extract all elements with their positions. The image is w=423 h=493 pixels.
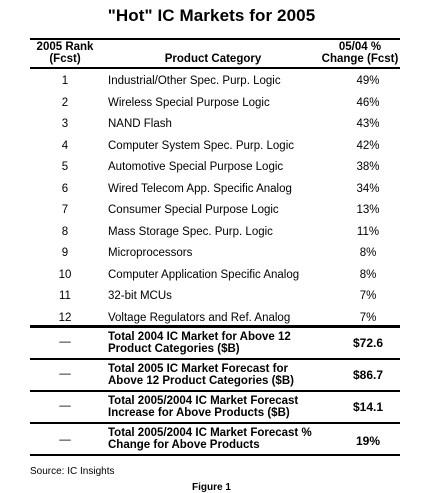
rank-header-line1: 2005 Rank [36,41,94,53]
totals-value: $86.7 [352,368,384,382]
totals-dash: — [59,434,71,446]
figure-caption: Figure 1 [192,482,231,493]
totals-row [30,325,400,360]
totals-description-line1: Total 2005/2004 IC Market Forecast [108,395,299,407]
totals-row [30,424,400,456]
table-row [30,243,400,265]
rank-cell: 8 [61,225,69,238]
totals-description-line2: Change for Above Products [108,439,260,451]
change-cell: 8% [359,247,377,259]
table-row [30,179,400,201]
totals-section [30,325,400,456]
totals-description [108,395,328,419]
rank-cell: 4 [61,139,69,152]
table-row [30,200,400,222]
table-title: "Hot" IC Markets for 2005 [107,6,316,25]
totals-description [108,363,328,387]
table-row [30,222,400,244]
table-row [30,286,400,308]
header-top-rule [30,38,400,40]
rank-cell: 7 [61,204,69,216]
totals-description [108,427,328,451]
totals-dash: — [59,368,71,380]
rank-header [30,41,100,65]
rank-header-line2: (Fcst) [49,53,81,65]
totals-description [108,331,328,355]
change-header-line2: Change (Fcst) [321,53,399,65]
rank-cell: 2 [61,96,69,109]
totals-description-line2: Increase for Above Products ($B) [108,407,290,419]
category-cell: Wireless Special Purpose Logic [108,96,270,109]
rank-cell: 10 [58,268,72,281]
change-cell: 7% [359,311,377,324]
change-header-line1: 05/04 % [338,41,382,53]
category-header [108,53,318,65]
change-cell: 8% [359,268,377,281]
category-cell: Mass Storage Spec. Purp. Logic [108,225,273,238]
totals-description-line1: Total 2004 IC Market for Above 12 [108,331,291,343]
change-cell: 43% [356,118,380,130]
category-cell: NAND Flash [108,118,172,130]
category-cell: 32-bit MCUs [108,290,172,302]
category-cell: Computer System Spec. Purp. Logic [108,139,294,152]
totals-description-line2: Above 12 Product Categories ($B) [108,375,294,387]
rank-cell: 11 [59,290,71,302]
rank-cell: 1 [61,75,69,87]
totals-row [30,392,400,424]
change-cell: 49% [356,75,380,87]
category-cell: Consumer Special Purpose Logic [108,204,279,216]
change-cell: 13% [356,204,380,216]
totals-description-line2: Product Categories ($B) [108,343,240,355]
category-cell: Wired Telecom App. Specific Analog [108,182,292,195]
category-cell: Industrial/Other Spec. Purp. Logic [108,75,281,87]
change-cell: 46% [356,96,380,109]
change-cell: 42% [356,139,380,152]
table-row [30,157,400,179]
market-table-body [30,71,400,329]
rank-cell: 5 [61,161,69,173]
rank-cell: 12 [58,311,72,324]
totals-description-line1: Total 2005 IC Market Forecast for [108,363,289,375]
table-row [30,136,400,158]
change-header [318,41,402,65]
change-cell: 7% [359,290,377,302]
totals-dash: — [59,336,71,348]
table-row [30,93,400,115]
header-bottom-rule [30,67,400,69]
rank-cell: 3 [61,118,69,130]
rank-cell: 6 [61,182,69,195]
category-header-label: Product Category [164,53,262,65]
change-cell: 38% [356,161,380,173]
source-note: Source: IC Insights [30,466,115,477]
totals-value: 19% [355,434,381,448]
totals-value: $14.1 [352,400,384,414]
change-cell: 11% [356,225,380,238]
category-cell: Microprocessors [108,247,193,259]
table-row [30,71,400,93]
rank-cell: 9 [61,247,69,259]
table-row [30,265,400,287]
category-cell: Automotive Special Purpose Logic [108,161,284,173]
totals-row [30,360,400,392]
totals-dash: — [59,400,71,412]
totals-description-line1: Total 2005/2004 IC Market Forecast % [108,427,312,439]
table-row [30,114,400,136]
category-cell: Computer Application Specific Analog [108,268,300,281]
totals-value: $72.6 [352,336,384,350]
change-cell: 34% [356,182,380,195]
category-cell: Voltage Regulators and Ref. Analog [108,311,291,324]
